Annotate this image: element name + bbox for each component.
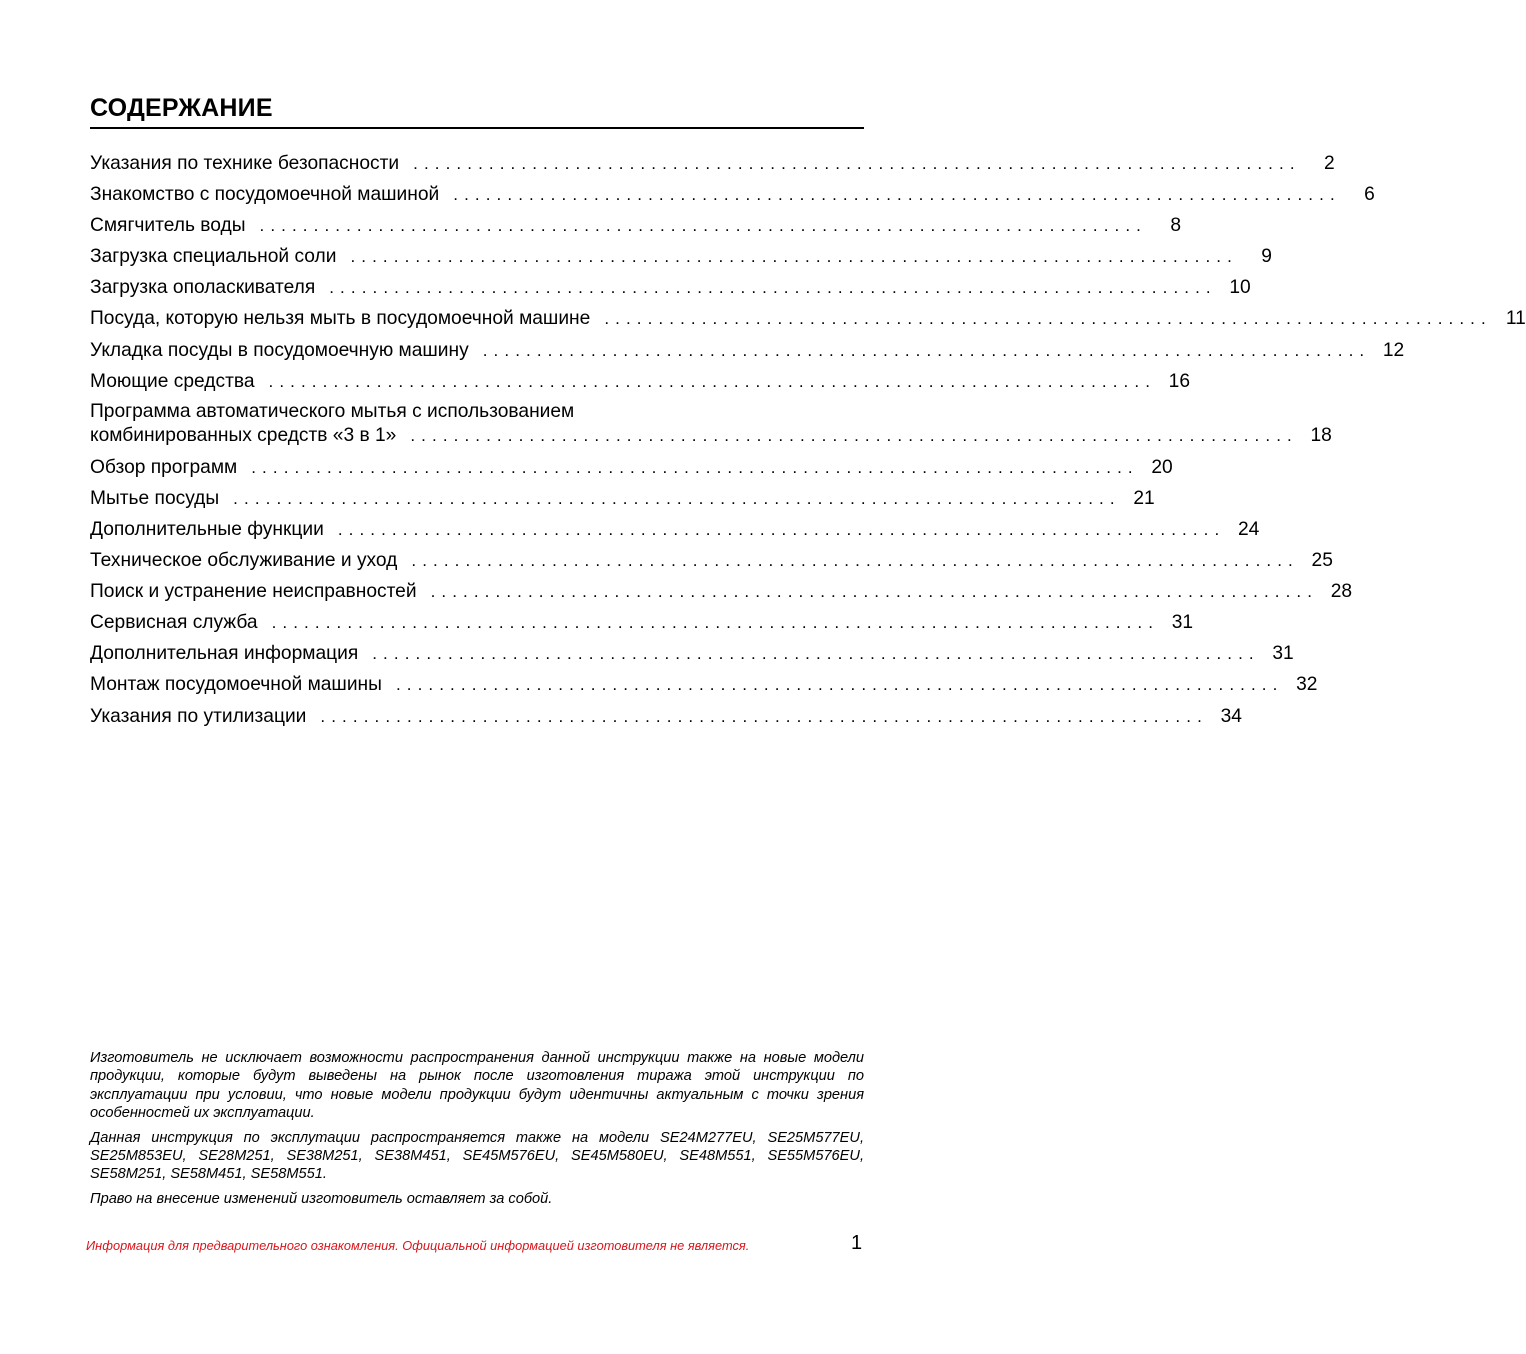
toc-entry-label-continued: комбинированных средств «3 в 1» — [90, 424, 397, 446]
toc-entry-label: Посуда, которую нельзя мыть в посудомоечной машине — [90, 308, 591, 330]
toc-entry-label: Поиск и устранение неисправностей — [90, 581, 417, 603]
toc-entry-label: Загрузка специальной соли — [90, 246, 337, 268]
toc-leader-dots: .................................................................................. — [604, 309, 1492, 329]
toc-leader-dots: .................................................................................. — [268, 371, 1157, 391]
toc-entry-label: Дополнительная информация — [90, 643, 359, 665]
toc-entry-page: 16 — [1168, 370, 1191, 392]
toc-entry-page: 24 — [1237, 518, 1260, 540]
toc-entry[interactable] — [90, 607, 1194, 638]
toc-leader-dots: .................................................................................. — [453, 185, 1341, 205]
toc-entry-label: Сервисная служба — [90, 612, 258, 634]
toc-leader-dots: .................................................................................. — [350, 247, 1238, 267]
toc-entry[interactable] — [90, 272, 1251, 303]
toc-leader-dots: .................................................................................. — [259, 216, 1147, 236]
toc-entry-label: Знакомство с посудомоечной машиной — [90, 184, 440, 206]
toc-entry[interactable] — [90, 241, 1272, 272]
toc-entry[interactable] — [90, 452, 1173, 483]
toc-entry-page: 31 — [1171, 612, 1194, 634]
toc-entry-page: 12 — [1382, 339, 1405, 361]
toc-entry-page: 6 — [1364, 184, 1375, 206]
page-number: 1 — [851, 1232, 863, 1254]
page-title: СОДЕРЖАНИЕ — [90, 92, 864, 129]
toc-leader-dots: .................................................................................. — [233, 488, 1121, 508]
toc-leader-dots: .................................................................................. — [413, 154, 1301, 173]
models-paragraph: Данная инструкция по эксплутации распространяется также на модели SE24M277EU, SE25M577EU, SE25M853EU, SE28M251, SE38M251, SE38M451, SE45M576EU, SE45M580EU, SE48M551, SE55M576EU, SE58M251, SE58M451, SE58M551. — [90, 1129, 864, 1183]
toc-leader-dots: .................................................................................. — [395, 675, 1284, 695]
toc-entry-page: 25 — [1311, 550, 1333, 572]
toc-entry[interactable] — [90, 514, 1260, 545]
toc-entry-page: 20 — [1151, 456, 1173, 478]
toc-entry-page: 11 — [1505, 308, 1526, 330]
toc-entry-label: Указания по утилизации — [90, 705, 307, 727]
toc-entry-page: 2 — [1323, 153, 1335, 174]
toc-entry[interactable] — [90, 303, 1526, 334]
toc-leader-dots: .................................................................................. — [372, 644, 1260, 664]
toc-entry[interactable] — [90, 397, 1332, 452]
toc-entry[interactable] — [90, 638, 1294, 669]
toc-entry[interactable] — [90, 366, 1191, 397]
disclaimer-paragraph: Изготовитель не исключает возможности распространения данной инструкции также на новые модели продукции, которые будут выведены на рынок после изготовления тиража этой инструкции по эксплуатации при условии, что новые модели продукции будут идентичны актуальным с точки зрения особенностей их эксплуатации. — [90, 1050, 864, 1122]
toc-entry-label: Мытье посуды — [90, 487, 220, 509]
toc-entry-page: 31 — [1272, 643, 1294, 665]
toc-entry-label: Смягчитель воды — [90, 215, 246, 237]
toc-entry-page: 21 — [1133, 487, 1155, 509]
toc-entry[interactable] — [90, 576, 1353, 607]
toc-entry[interactable] — [90, 545, 1333, 576]
table-of-contents — [90, 148, 1526, 732]
toc-leader-dots: .................................................................................. — [271, 613, 1160, 633]
toc-entry-label: Загрузка ополаскивателя — [90, 277, 316, 299]
toc-leader-dots: .................................................................................. — [410, 425, 1298, 445]
toc-entry-label: Обзор программ — [90, 456, 238, 478]
toc-leader-dots: .................................................................................. — [337, 519, 1226, 539]
toc-leader-dots: .................................................................................. — [320, 706, 1208, 726]
toc-entry-page: 10 — [1229, 277, 1251, 299]
toc-entry-page: 32 — [1296, 674, 1318, 696]
toc-entry[interactable] — [90, 210, 1181, 241]
toc-entry[interactable] — [90, 701, 1242, 732]
toc-entry[interactable] — [90, 483, 1155, 514]
toc-entry-page: 28 — [1330, 581, 1353, 603]
toc-leader-dots: .................................................................................. — [411, 551, 1299, 571]
toc-leader-dots: .................................................................................. — [430, 582, 1319, 602]
toc-entry-page: 8 — [1170, 215, 1181, 237]
toc-entry-label: Моющие средства — [90, 370, 255, 392]
toc-entry-page: 34 — [1220, 705, 1242, 727]
toc-entry-label: Указания по технике безопасности — [90, 153, 400, 174]
toc-entry[interactable] — [90, 669, 1318, 700]
toc-leader-dots: .................................................................................. — [482, 340, 1371, 360]
rights-paragraph: Право на внесение изменений изготовитель оставляет за собой. — [90, 1190, 553, 1207]
toc-entry-page: 9 — [1261, 246, 1272, 268]
toc-entry-label: Монтаж посудомоечной машины — [90, 674, 382, 696]
toc-entry-label: Укладка посуды в посудомоечную машину — [90, 339, 469, 361]
toc-entry-label: Техническое обслуживание и уход — [90, 550, 398, 572]
toc-leader-dots: .................................................................................. — [329, 278, 1217, 298]
toc-leader-dots: .................................................................................. — [251, 457, 1139, 477]
toc-entry-label: Дополнительные функции — [90, 518, 324, 540]
disclaimer-notes — [90, 1049, 864, 1214]
toc-entry-label: Программа автоматического мытья с использованием — [90, 400, 575, 422]
preliminary-info-note: Информация для предварительного ознакомления. Официальной информацией изготовителя не является. — [86, 1238, 750, 1253]
toc-entry-page: 18 — [1310, 424, 1332, 446]
toc-entry[interactable] — [90, 148, 1335, 179]
toc-entry[interactable] — [90, 179, 1375, 210]
toc-entry[interactable] — [90, 335, 1405, 366]
